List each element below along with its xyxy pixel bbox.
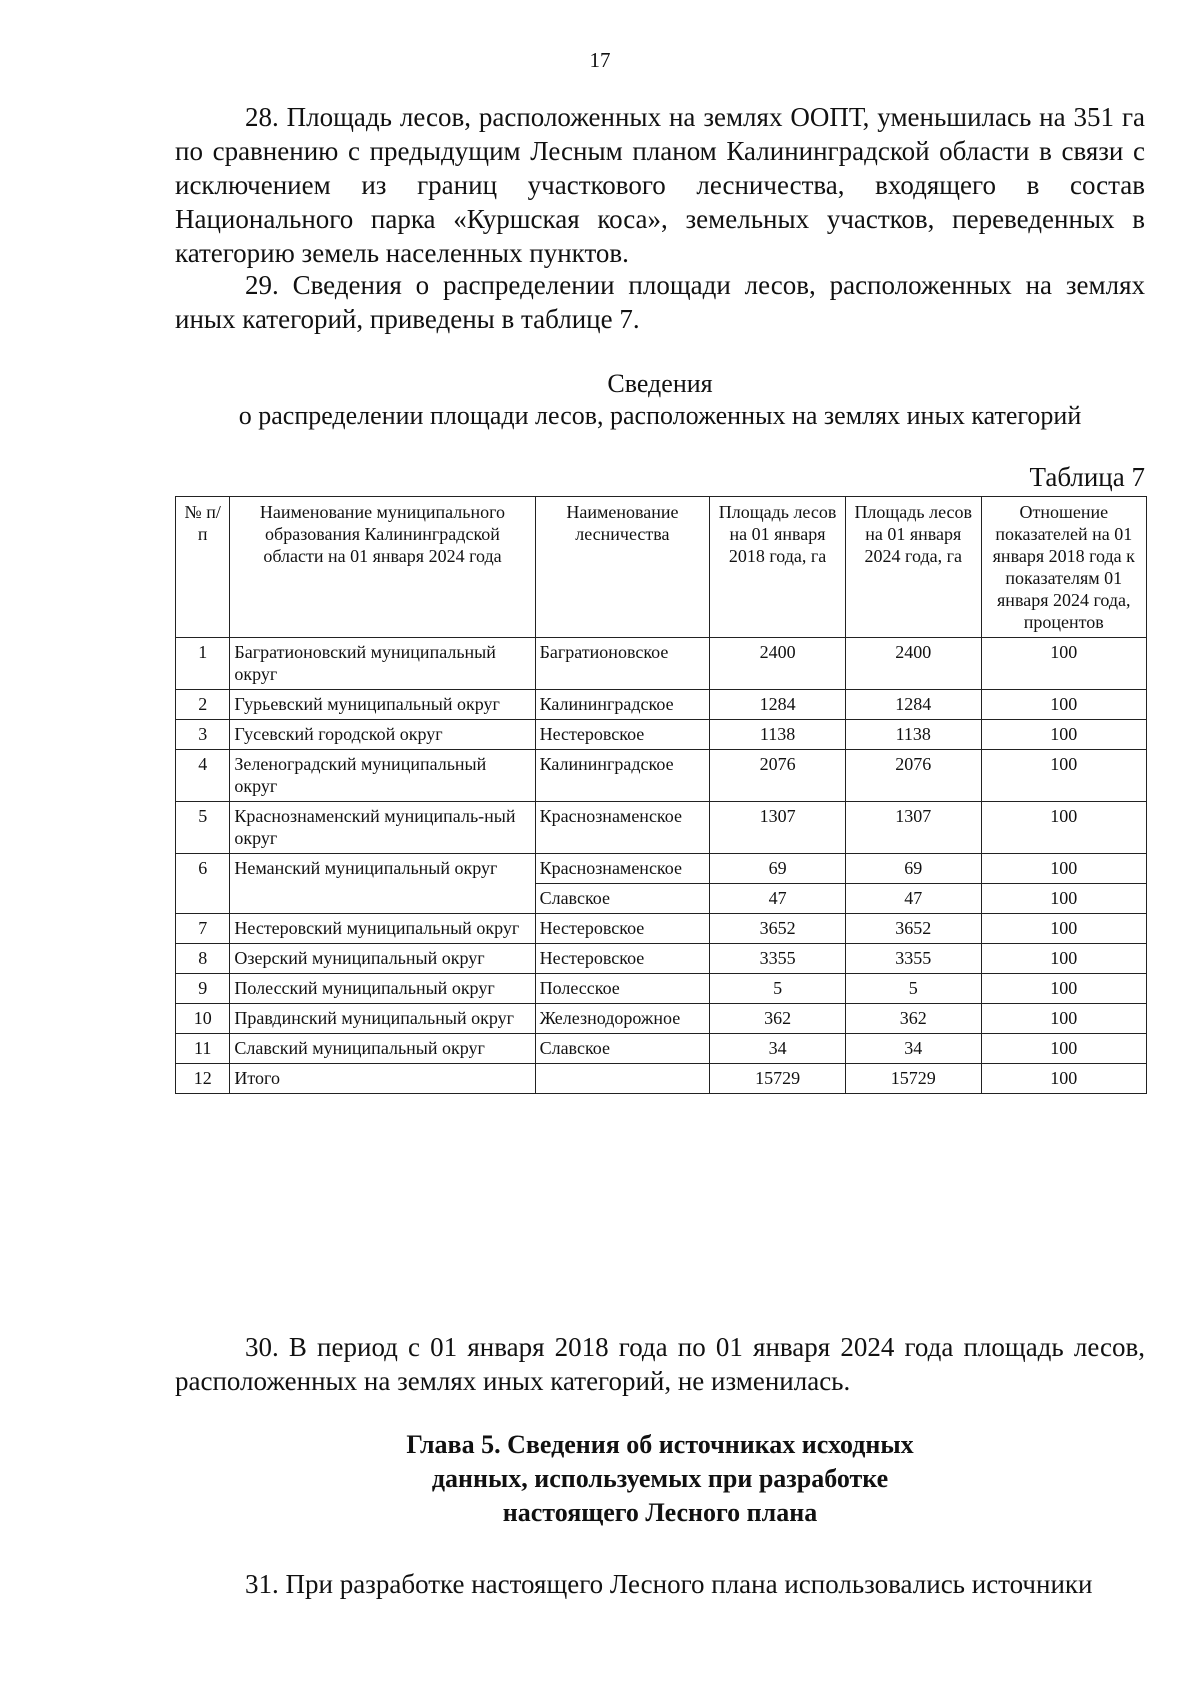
header-ratio: Отношение показателей на 01 января 2018 года к показателям 01 января 2024 года, процентов	[981, 497, 1146, 638]
cell-area-2024: 5	[845, 974, 981, 1004]
cell-ratio: 100	[981, 690, 1146, 720]
cell-municipality: Правдинский муниципальный округ	[230, 1004, 535, 1034]
cell-ratio: 100	[981, 720, 1146, 750]
cell-num: 4	[176, 750, 230, 802]
cell-num: 11	[176, 1034, 230, 1064]
chapter-heading-line-1: Глава 5. Сведения об источниках исходных	[406, 1430, 914, 1459]
cell-num: 6	[176, 854, 230, 914]
table-row	[176, 750, 1147, 802]
cell-area-2018: 5	[710, 974, 846, 1004]
table-title-line-1: Сведения	[607, 369, 713, 398]
chapter-heading-line-2: данных, используемых при разработке	[431, 1464, 889, 1493]
table-row	[176, 1034, 1147, 1064]
cell-area-2018: 15729	[710, 1064, 846, 1094]
page-number: 17	[589, 48, 611, 72]
cell-area-2024: 1307	[845, 802, 981, 854]
cell-area-2024: 2400	[845, 638, 981, 690]
paragraph-30-text: 30. В период с 01 января 2018 года по 01 января 2024 года площадь лесов, расположенных на землях иных категорий, не изменилась.	[175, 1332, 1145, 1396]
cell-forestry: Калининградское	[535, 690, 710, 720]
cell-num: 1	[176, 638, 230, 690]
table-row	[176, 974, 1147, 1004]
paragraph-29-text: 29. Сведения о распределении площади лесов, расположенных на землях иных категорий, приведены в таблице 7.	[175, 270, 1145, 334]
cell-num: 5	[176, 802, 230, 854]
cell-num: 10	[176, 1004, 230, 1034]
cell-municipality: Багратионовский муниципальный округ	[230, 638, 535, 690]
cell-forestry: Краснознаменское	[535, 802, 710, 854]
table-row	[176, 944, 1147, 974]
cell-area-2024: 3355	[845, 944, 981, 974]
cell-num: 2	[176, 690, 230, 720]
paragraph-29	[175, 268, 1145, 336]
cell-municipality: Неманский муниципальный округ	[230, 854, 535, 914]
cell-forestry: Краснознаменское	[535, 854, 710, 884]
cell-forestry: Багратионовское	[535, 638, 710, 690]
cell-forestry: Славское	[535, 884, 710, 914]
cell-ratio: 100	[981, 884, 1146, 914]
cell-area-2018: 1138	[710, 720, 846, 750]
cell-ratio: 100	[981, 974, 1146, 1004]
forest-area-table	[175, 496, 1147, 1094]
table-row	[176, 1004, 1147, 1034]
paragraph-28	[175, 100, 1145, 270]
cell-forestry: Полесское	[535, 974, 710, 1004]
cell-area-2018: 3652	[710, 914, 846, 944]
cell-municipality: Озерский муниципальный округ	[230, 944, 535, 974]
cell-num: 8	[176, 944, 230, 974]
cell-num: 12	[176, 1064, 230, 1094]
cell-ratio: 100	[981, 802, 1146, 854]
cell-area-2018: 69	[710, 854, 846, 884]
cell-ratio: 100	[981, 944, 1146, 974]
cell-forestry: Нестеровское	[535, 720, 710, 750]
header-municipality: Наименование муниципального образования Калининградской области на 01 января 2024 года	[230, 497, 535, 638]
table-row	[176, 802, 1147, 854]
cell-municipality: Славский муниципальный округ	[230, 1034, 535, 1064]
cell-ratio: 100	[981, 1034, 1146, 1064]
cell-area-2024: 69	[845, 854, 981, 884]
table-row	[176, 720, 1147, 750]
cell-municipality: Зеленоградский муниципальный округ	[230, 750, 535, 802]
cell-ratio: 100	[981, 638, 1146, 690]
cell-area-2024: 47	[845, 884, 981, 914]
cell-num: 9	[176, 974, 230, 1004]
cell-area-2018: 2400	[710, 638, 846, 690]
cell-forestry: Калининградское	[535, 750, 710, 802]
cell-area-2024: 1284	[845, 690, 981, 720]
cell-ratio: 100	[981, 750, 1146, 802]
table-title-line-2: о распределении площади лесов, расположенных на землях иных категорий	[238, 401, 1082, 430]
header-area-2018: Площадь лесов на 01 января 2018 года, га	[710, 497, 846, 638]
table-row	[176, 854, 1147, 884]
cell-ratio: 100	[981, 1064, 1146, 1094]
cell-area-2018: 1307	[710, 802, 846, 854]
cell-area-2024: 3652	[845, 914, 981, 944]
header-forestry: Наименование лесничества	[535, 497, 710, 638]
cell-municipality: Полесский муниципальный округ	[230, 974, 535, 1004]
cell-area-2018: 362	[710, 1004, 846, 1034]
cell-ratio: 100	[981, 854, 1146, 884]
table-row	[176, 690, 1147, 720]
cell-forestry: Нестеровское	[535, 914, 710, 944]
cell-municipality: Итого	[230, 1064, 535, 1094]
cell-municipality: Нестеровский муниципальный округ	[230, 914, 535, 944]
cell-area-2018: 34	[710, 1034, 846, 1064]
cell-area-2024: 362	[845, 1004, 981, 1034]
cell-forestry	[535, 1064, 710, 1094]
table-row	[176, 914, 1147, 944]
cell-ratio: 100	[981, 914, 1146, 944]
table-header-row	[176, 497, 1147, 638]
chapter-heading-line-3: настоящего Лесного плана	[502, 1498, 818, 1527]
cell-municipality: Гусевский городской округ	[230, 720, 535, 750]
header-num: № п/п	[176, 497, 230, 638]
cell-area-2018: 47	[710, 884, 846, 914]
table-total-row	[176, 1064, 1147, 1094]
cell-forestry: Железнодорожное	[535, 1004, 710, 1034]
cell-num: 7	[176, 914, 230, 944]
cell-area-2024: 15729	[845, 1064, 981, 1094]
cell-area-2018: 1284	[710, 690, 846, 720]
cell-municipality: Гурьевский муниципальный округ	[230, 690, 535, 720]
paragraph-30	[175, 1330, 1145, 1398]
cell-area-2018: 3355	[710, 944, 846, 974]
cell-area-2024: 2076	[845, 750, 981, 802]
cell-forestry: Нестеровское	[535, 944, 710, 974]
header-area-2024: Площадь лесов на 01 января 2024 года, га	[845, 497, 981, 638]
cell-area-2018: 2076	[710, 750, 846, 802]
cell-forestry: Славское	[535, 1034, 710, 1064]
table-row	[176, 638, 1147, 690]
cell-area-2024: 34	[845, 1034, 981, 1064]
paragraph-31-text: 31. При разработке настоящего Лесного плана использовались источники	[245, 1569, 1093, 1599]
paragraph-28-text: 28. Площадь лесов, расположенных на землях ООПТ, уменьшилась на 351 га по сравнению с предыдущим Лесным планом Калининградской области в связи с исключением из границ участкового лесничества, входящего в состав Национального парка «Куршская коса», земельных участков, переведенных в категорию земель населенных пунктов.	[175, 102, 1145, 268]
cell-municipality: Краснознаменский муниципаль-ный округ	[230, 802, 535, 854]
cell-ratio: 100	[981, 1004, 1146, 1034]
cell-area-2024: 1138	[845, 720, 981, 750]
cell-num: 3	[176, 720, 230, 750]
table-label: Таблица 7	[1029, 462, 1145, 492]
paragraph-31	[175, 1567, 1145, 1601]
